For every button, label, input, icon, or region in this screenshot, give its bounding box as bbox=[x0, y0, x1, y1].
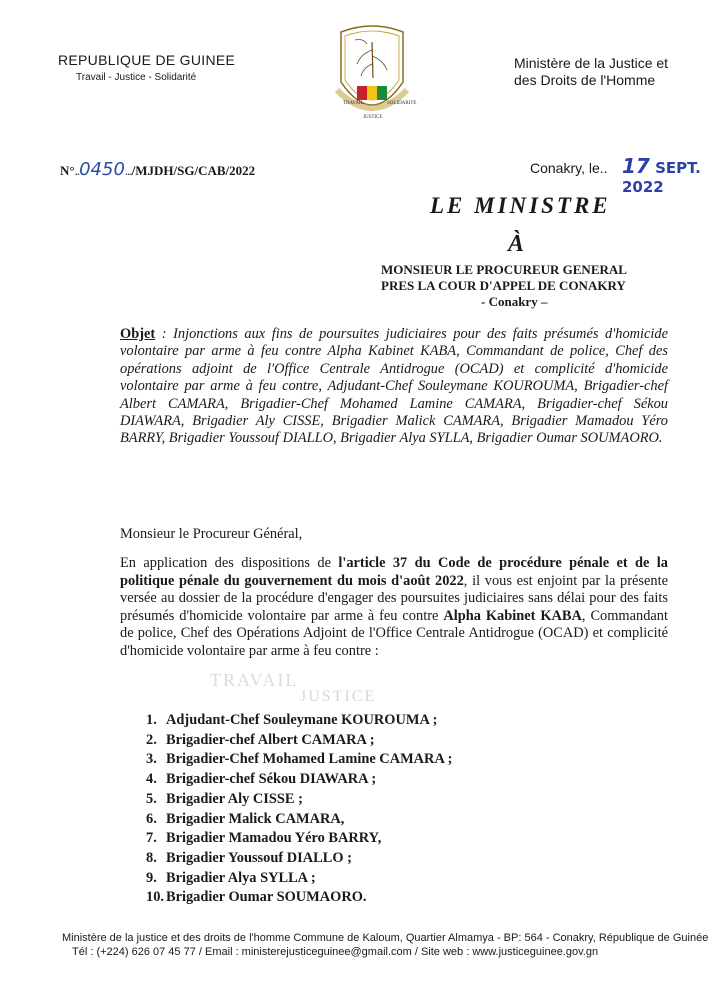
list-text: Brigadier Alya SYLLA ; bbox=[166, 869, 316, 886]
list-number: 10. bbox=[146, 889, 164, 906]
ministry-line1: Ministère de la Justice et bbox=[514, 55, 669, 71]
list-text: Brigadier-chef Sékou DIAWARA ; bbox=[166, 771, 377, 788]
reference-suffix: /MJDH/SG/CAB/2022 bbox=[131, 163, 256, 178]
list-text: Brigadier Oumar SOUMAORO. bbox=[166, 889, 367, 906]
ministry-header bbox=[514, 55, 668, 89]
list-number: 5. bbox=[146, 790, 157, 807]
crest-motto-left: TRAVAIL bbox=[343, 101, 364, 106]
list-item bbox=[146, 829, 452, 849]
national-motto: Travail - Justice - Solidarité bbox=[76, 72, 197, 83]
footer-address: Ministère de la justice et des droits de l'homme Commune de Kaloum, Quartier Almamya - BP: 564 - Conakry, République de Guinée bbox=[62, 932, 709, 944]
list-number: 4. bbox=[146, 771, 157, 788]
coat-of-arms-seal bbox=[333, 20, 417, 130]
list-text: Brigadier-Chef Mohamed Lamine CAMARA ; bbox=[166, 751, 453, 768]
page-footer bbox=[62, 931, 722, 959]
body-accused-name: Alpha Kabinet KABA bbox=[443, 607, 582, 624]
subject-text: Injonctions aux fins de poursuites judiciaires pour des faits présumés d'homicide volontaire par arme à feu contre Alpha Kabinet KABA, Commandant de police, Chef des opérations adjoint de l'Office Centrale Antidrogue (OCAD) et complicité d'homicide volontaire par arme à feu contre, Adjudant-Chef Souleymane KOUROUMA, Brigadier-chef Albert CAMARA, Brigadier-Chef Mohamed Lamine CAMARA, Brigadier-chef Sékou DIAWARA, Brigadier Aly CISSE, Brigadier Malick CAMARA, Brigadier Mamadou Yéro BARRY, Brigadier Youssouf DIALLO, Brigadier Alya SYLLA, Brigadier Oumar SOUMAORO. bbox=[120, 326, 669, 447]
addressee-line3: - Conakry – bbox=[481, 294, 548, 309]
list-text: Brigadier Aly CISSE ; bbox=[166, 790, 303, 807]
body-article-ref: l'article 37 du Code de procédure pénale et de la politique pénale du gouvernement du mois d'août 2022 bbox=[120, 555, 668, 589]
reference-number: N°..0450.../MJDH/SG/CAB/2022 bbox=[60, 159, 256, 180]
body-text-1: En application des dispositions de bbox=[120, 555, 339, 571]
list-item bbox=[146, 790, 452, 810]
watermark-text-2: JUSTICE bbox=[300, 688, 377, 705]
list-text: Adjudant-Chef Souleymane KOUROUMA ; bbox=[166, 712, 438, 728]
body-text-3: , Commandant de police, Chef des Opérations Adjoint de l'Office Centrale Antidrogue (OCAD) et complicité d'homicide volontaire par arme à feu contre : bbox=[120, 607, 668, 659]
list-number: 3. bbox=[146, 751, 157, 768]
crest-motto-right: SOLIDARITE bbox=[387, 101, 417, 106]
list-item bbox=[146, 770, 452, 790]
list-text: Brigadier Malick CAMARA, bbox=[166, 810, 345, 827]
body-text-2: , il vous est enjoint par la présente versée au dossier de la procédure d'engager des poursuites judiciaires sans délai pour des faits présumés d'homicide volontaire par arme à feu contre bbox=[120, 572, 668, 624]
accomplices-list bbox=[146, 711, 452, 908]
list-item bbox=[146, 888, 452, 908]
place-date: Conakry, le.. bbox=[530, 160, 608, 176]
to-marker: À bbox=[508, 231, 525, 257]
footer-contact: Tél : (+224) 626 07 45 77 / Email : ministerejusticeguinee@gmail.com / Site web : www.justiceguinee.gov.gn bbox=[72, 946, 599, 958]
republic-title: REPUBLIQUE DE GUINEE bbox=[58, 52, 236, 68]
list-number: 1. bbox=[146, 712, 157, 728]
sender-title: LE MINISTRE bbox=[430, 193, 611, 218]
handwritten-number: 0450 bbox=[79, 159, 125, 180]
list-item bbox=[146, 731, 452, 751]
list-item bbox=[146, 869, 452, 889]
list-number: 6. bbox=[146, 810, 157, 827]
addressee-line1: MONSIEUR LE PROCUREUR GENERAL bbox=[381, 262, 627, 277]
list-item bbox=[146, 750, 452, 770]
list-number: 8. bbox=[146, 849, 157, 866]
list-item bbox=[146, 711, 452, 731]
list-number: 7. bbox=[146, 830, 157, 847]
watermark-text-1: TRAVAIL bbox=[210, 670, 299, 690]
list-item bbox=[146, 810, 452, 830]
list-number: 2. bbox=[146, 731, 157, 748]
list-text: Brigadier-chef Albert CAMARA ; bbox=[166, 731, 375, 748]
stamp-month-year: SEPT. 2022 bbox=[622, 159, 701, 196]
stamp-day: 17 bbox=[622, 154, 650, 178]
salutation: Monsieur le Procureur Général, bbox=[120, 526, 303, 542]
list-text: Brigadier Youssouf DIALLO ; bbox=[166, 849, 352, 866]
subject-paragraph: Objet : Injonctions aux fins de poursuites judiciaires pour des faits présumés d'homicide volontaire par arme à feu contre Alpha Kabinet KABA, Commandant de police, Chef des opérations adjoint de l'Office Centrale Antidrogue (OCAD) et complicité d'homicide volontaire par arme à feu contre, Adjudant-Chef Souleymane KOUROUMA, Brigadier-chef Albert CAMARA, Brigadier-Chef Mohamed Lamine CAMARA, Brigadier-chef Sékou DIAWARA, Brigadier Aly CISSE, Brigadier Malick CAMARA, Brigadier Mamadou Yéro BARRY, Brigadier Youssouf DIALLO, Brigadier Alya SYLLA, Brigadier Oumar SOUMAORO. bbox=[120, 326, 669, 447]
ministry-line2: des Droits de l'Homme bbox=[514, 72, 656, 88]
reference-prefix: N° bbox=[60, 163, 75, 178]
addressee-line2: PRES LA COUR D'APPEL DE CONAKRY bbox=[381, 278, 626, 293]
date-stamp bbox=[622, 154, 720, 196]
list-number: 9. bbox=[146, 869, 157, 886]
list-text: Brigadier Mamadou Yéro BARRY, bbox=[166, 830, 382, 847]
body-paragraph bbox=[120, 555, 668, 661]
date-place: Conakry, le bbox=[530, 160, 600, 176]
addressee-block bbox=[381, 262, 627, 310]
subject-label: Objet bbox=[120, 326, 156, 342]
crest-motto-bottom: JUSTICE bbox=[363, 115, 383, 120]
list-item bbox=[146, 849, 452, 869]
